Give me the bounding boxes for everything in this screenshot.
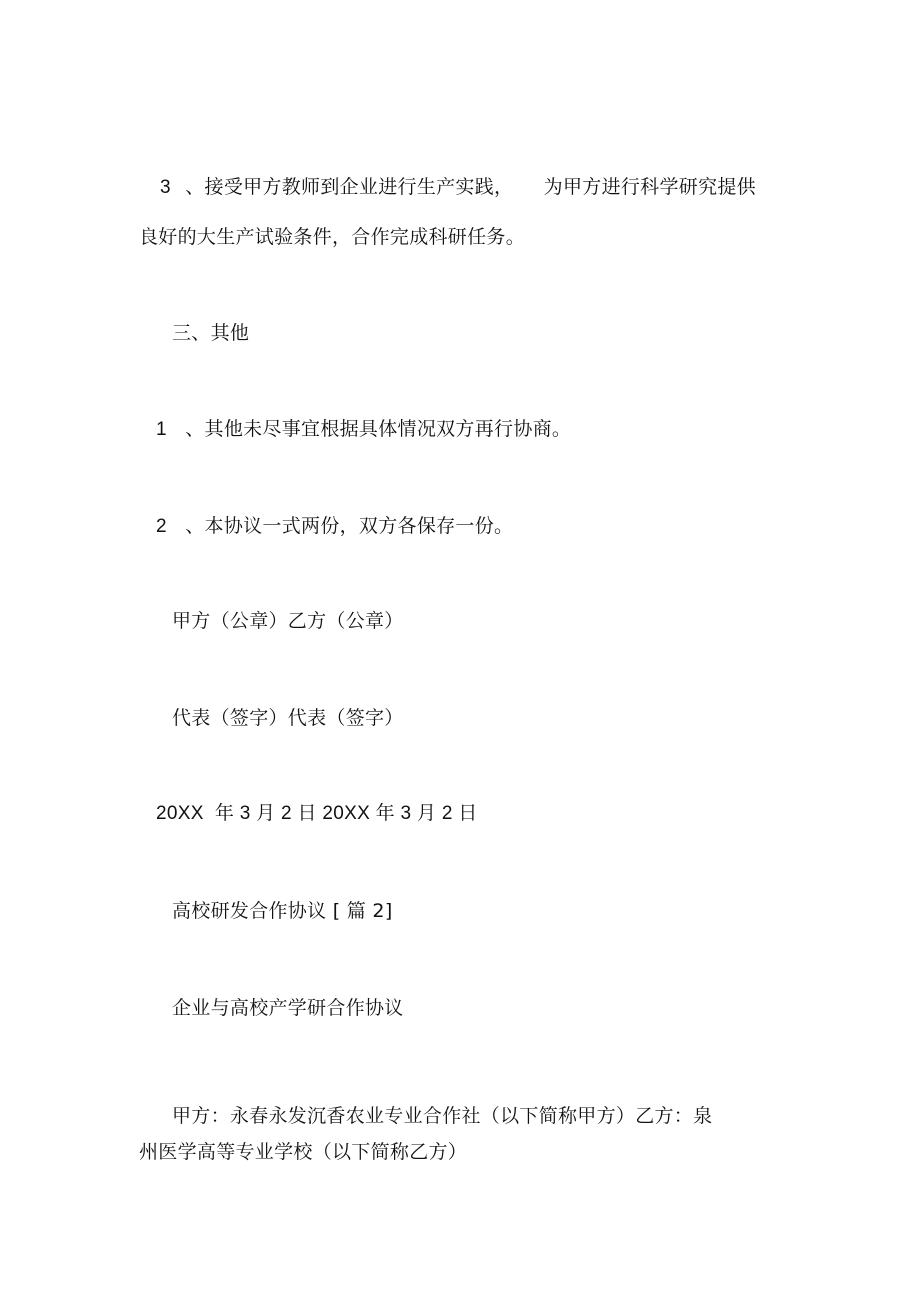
item-3-text-a: 、接受甲方教师到企业进行生产实践， (185, 176, 514, 198)
date-line: 20XX 年 3 月 2 日 20XX 年 3 月 2 日 (156, 803, 478, 824)
other-item-1-number: 1 (156, 419, 167, 440)
parties-line-1: 甲方：永春永发沉香农业专业合作社（以下简称甲方）乙方：泉 (172, 1105, 713, 1127)
item-3-line-2: 良好的大生产试验条件，合作完成科研任务。 (139, 226, 526, 248)
parties-line-2: 州医学高等专业学校（以下简称乙方） (139, 1141, 468, 1163)
other-item-1 (156, 417, 571, 442)
other-item-1-text: 、其他未尽事宜根据具体情况双方再行协商。 (185, 418, 572, 440)
seal-line: 甲方（公章）乙方（公章） (172, 610, 404, 632)
signature-line: 代表（签字）代表（签字） (172, 707, 404, 729)
other-item-2 (156, 514, 513, 539)
item-3-number: 3 (160, 177, 171, 198)
item-3-line-1 (160, 175, 756, 200)
article-2-title: 高校研发合作协议 [ 篇 2] (172, 900, 393, 922)
section-3-heading: 三、其他 (172, 322, 250, 344)
other-item-2-text: 、本协议一式两份，双方各保存一份。 (185, 515, 514, 537)
agreement-title: 企业与高校产学研合作协议 (172, 997, 404, 1019)
other-item-2-number: 2 (156, 516, 167, 537)
item-3-text-b: 为甲方进行科学研究提供 (543, 176, 756, 198)
